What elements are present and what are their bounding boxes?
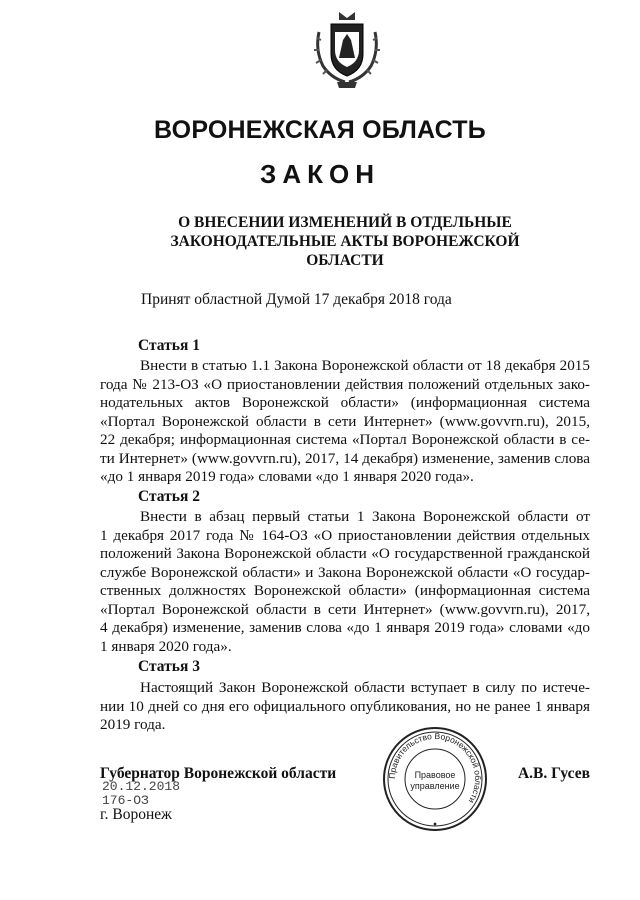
article-line: Внести в статью 1.1 Закона Воронежской области от 18 декабря 2015 [140, 357, 590, 374]
article-line: 2019 года. [100, 716, 166, 733]
article-line: «Портал Воронежской области в сети Интернет» (www.govvrn.ru), 2015, [100, 412, 590, 430]
governor-title: Губернатор Воронежской области [100, 765, 337, 782]
article-line: 22 декабря; информационная система «Портал Воронежской области в се- [100, 431, 590, 448]
article-1-heading: Статья 1 [138, 337, 200, 354]
document-type-heading: ЗАКОН [260, 159, 380, 189]
article-line: положений Закона Воронежской области «О государственной гражданской [100, 545, 590, 562]
article-line: нии 10 дней со дня его официального опубликования, но не ранее 1 января [100, 697, 590, 715]
article-line: ти Интернет» (www.govvrn.ru), 2017, 14 декабря) изменение, заменив слова [100, 449, 590, 467]
article-line: «Портал Воронежской области в сети Интернет» (www.govvrn.ru), 2017, [100, 600, 590, 618]
signing-city: г. Воронеж [100, 806, 172, 823]
law-number: 176-ОЗ [102, 793, 149, 808]
article-line: 1 января 2020 года». [100, 637, 232, 655]
article-3-heading: Статья 3 [138, 658, 200, 675]
article-line: Настоящий Закон Воронежской области вступает в силу по истече- [140, 679, 590, 696]
article-line: Внести в абзац первый статьи 1 Закона Воронежской области от [140, 508, 590, 525]
stamp-center-line-2: управление [410, 781, 460, 791]
law-title-line: О ВНЕСЕНИИ ИЗМЕНЕНИЙ В ОТДЕЛЬНЫЕ [178, 214, 512, 231]
signer-name: А.В. Гусев [517, 765, 590, 782]
article-line: ственных должностях Воронежской области» (информационная система [100, 582, 590, 599]
law-title-line: ЗАКОНОДАТЕЛЬНЫЕ АКТЫ ВОРОНЕЖСКОЙ [170, 233, 520, 250]
article-line: нодательных актов Воронежской области» (информационная система [100, 394, 590, 411]
official-stamp [382, 726, 488, 832]
region-heading: ВОРОНЕЖСКАЯ ОБЛАСТЬ [154, 116, 486, 144]
article-3-text [100, 679, 590, 735]
article-line: года № 213-ОЗ «О приостановлении действия положений отдельных зако- [100, 375, 590, 393]
article-2-heading: Статья 2 [138, 488, 200, 505]
article-line: 4 декабря) изменение, заменив слова «до 1 января 2019 года» словами «до [100, 619, 590, 636]
coat-of-arms-emblem [311, 10, 383, 90]
adoption-note: Принят областной Думой 17 декабря 2018 года [141, 291, 452, 308]
article-2-text [100, 508, 590, 656]
law-title [100, 213, 590, 270]
article-line: «до 1 января 2019 года» словами «до 1 января 2020 года». [100, 468, 474, 485]
law-title-line: ОБЛАСТИ [306, 252, 384, 269]
article-line: 1 декабря 2017 года № 164-ОЗ «О приостановлении действия отдельных [100, 526, 590, 544]
article-1-text [100, 357, 590, 487]
signing-date: 20.12.2018 [102, 779, 181, 794]
article-line: службе Воронежской области» и Закона Воронежской области «О государ- [100, 563, 590, 581]
svg-text:Правительство Воронежской обла [387, 731, 483, 805]
stamp-ring-text: Правительство Воронежской области [386, 730, 484, 806]
stamp-center-line-1: Правовое [414, 770, 456, 780]
